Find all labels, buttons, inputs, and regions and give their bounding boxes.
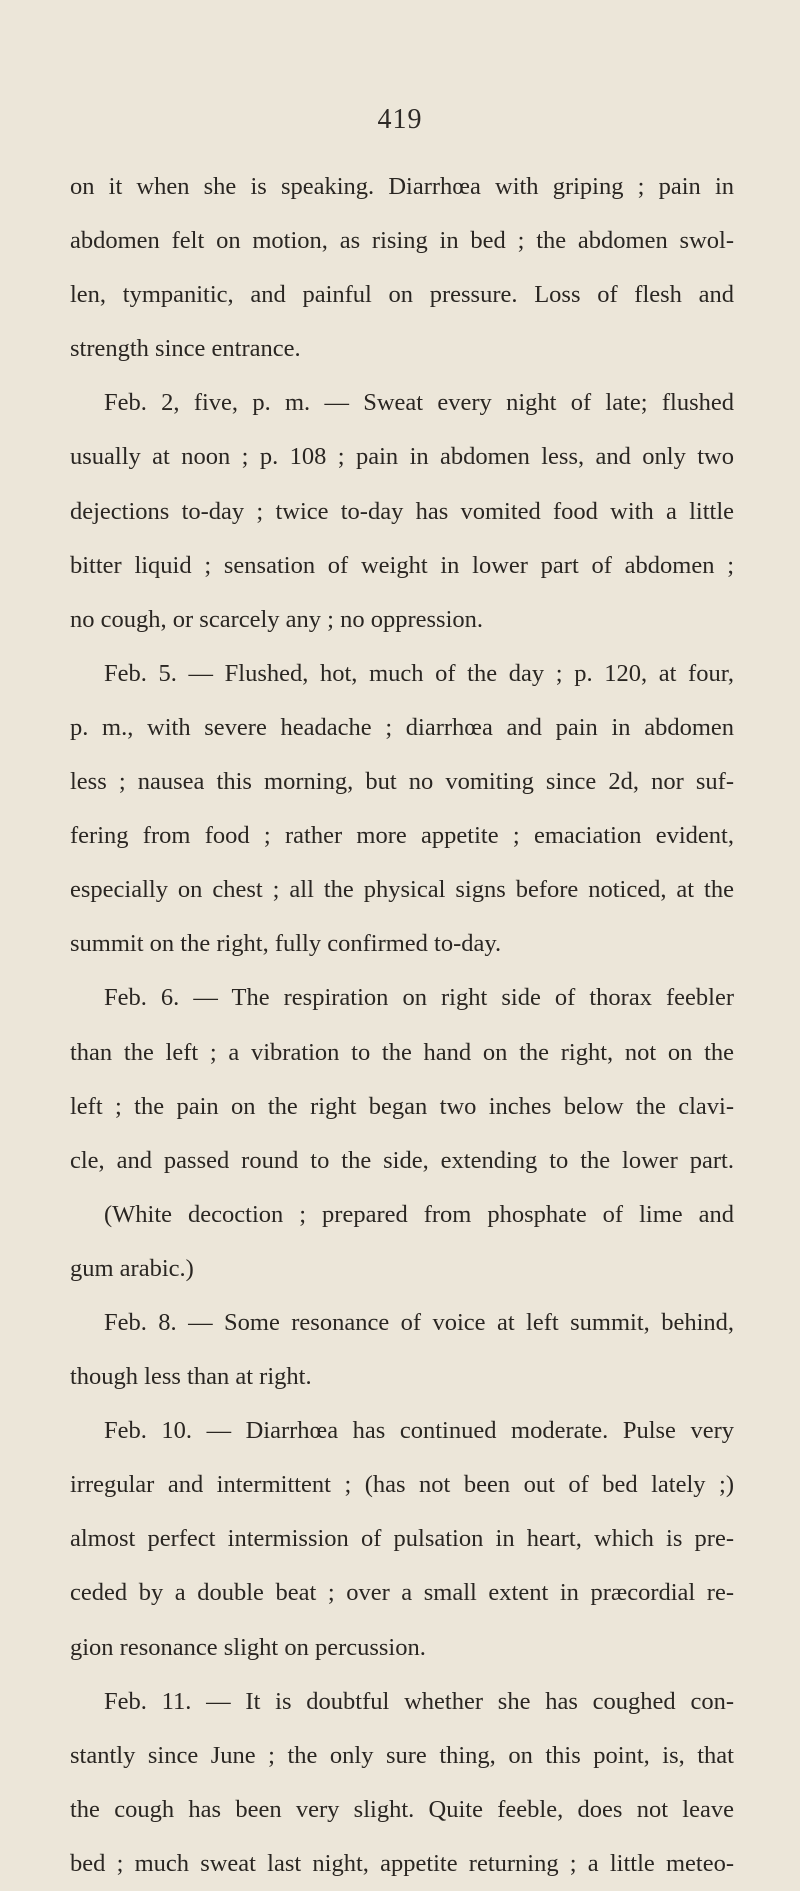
text-line: abdomen felt on motion, as rising in bed ; the abdomen swol- xyxy=(70,227,734,255)
text-line: dejections to-day ; twice to-day has vomited food with a little xyxy=(70,497,734,525)
text-line: (White decoction ; prepared from phosphate of lime and xyxy=(104,1200,734,1228)
text-line: Feb. 5. — Flushed, hot, much of the day ; p. 120, at four, xyxy=(104,659,734,687)
text-line: bitter liquid ; sensation of weight in lower part of abdomen ; xyxy=(70,551,734,579)
text-line: on it when she is speaking. Diarrhœa with griping ; pain in xyxy=(70,173,734,200)
text-line: Feb. 11. — It is doubtful whether she has coughed con- xyxy=(104,1687,734,1715)
text-line: Feb. 8. — Some resonance of voice at left summit, behind, xyxy=(104,1308,734,1336)
text-line: len, tympanitic, and painful on pressure. Loss of flesh and xyxy=(70,281,734,309)
text-line: irregular and intermittent ; (has not been out of bed lately ;) xyxy=(70,1471,734,1499)
text-line: gum arabic.) xyxy=(70,1254,194,1282)
text-line: the cough has been very slight. Quite feeble, does not leave xyxy=(70,1795,734,1823)
text-line: than the left ; a vibration to the hand on the right, not on the xyxy=(70,1038,734,1066)
text-line: bed ; much sweat last night, appetite returning ; a little meteo- xyxy=(70,1849,734,1877)
text-line: though less than at right. xyxy=(70,1363,312,1391)
page-number: 419 xyxy=(377,104,423,135)
text-line: left ; the pain on the right began two inches below the clavi- xyxy=(70,1092,734,1120)
text-line: no cough, or scarcely any ; no oppression. xyxy=(70,605,483,633)
text-line: summit on the right, fully confirmed to-day. xyxy=(70,930,502,958)
text-line: less ; nausea this morning, but no vomiting since 2d, nor suf- xyxy=(70,768,734,796)
text-line: Feb. 2, five, p. m. — Sweat every night of late; flushed xyxy=(104,389,734,417)
text-line: especially on chest ; all the physical signs before noticed, at the xyxy=(70,876,734,904)
text-line: gion resonance slight on percussion. xyxy=(70,1633,426,1661)
text-line: strength since entrance. xyxy=(70,335,301,363)
body-text xyxy=(70,160,734,1891)
text-line: almost perfect intermission of pulsation in heart, which is pre- xyxy=(70,1525,734,1553)
text-line: Feb. 10. — Diarrhœa has continued moderate. Pulse very xyxy=(104,1417,734,1445)
text-line: ceded by a double beat ; over a small extent in præcordial re- xyxy=(70,1579,734,1607)
text-line: cle, and passed round to the side, extending to the lower part. xyxy=(70,1146,734,1174)
text-line: p. m., with severe headache ; diarrhœa and pain in abdomen xyxy=(70,713,734,741)
text-line: fering from food ; rather more appetite ; emaciation evident, xyxy=(70,822,734,850)
text-line: stantly since June ; the only sure thing, on this point, is, that xyxy=(70,1741,734,1769)
text-line: usually at noon ; p. 108 ; pain in abdomen less, and only two xyxy=(70,443,734,471)
text-line: Feb. 6. — The respiration on right side of thorax feebler xyxy=(104,984,734,1012)
